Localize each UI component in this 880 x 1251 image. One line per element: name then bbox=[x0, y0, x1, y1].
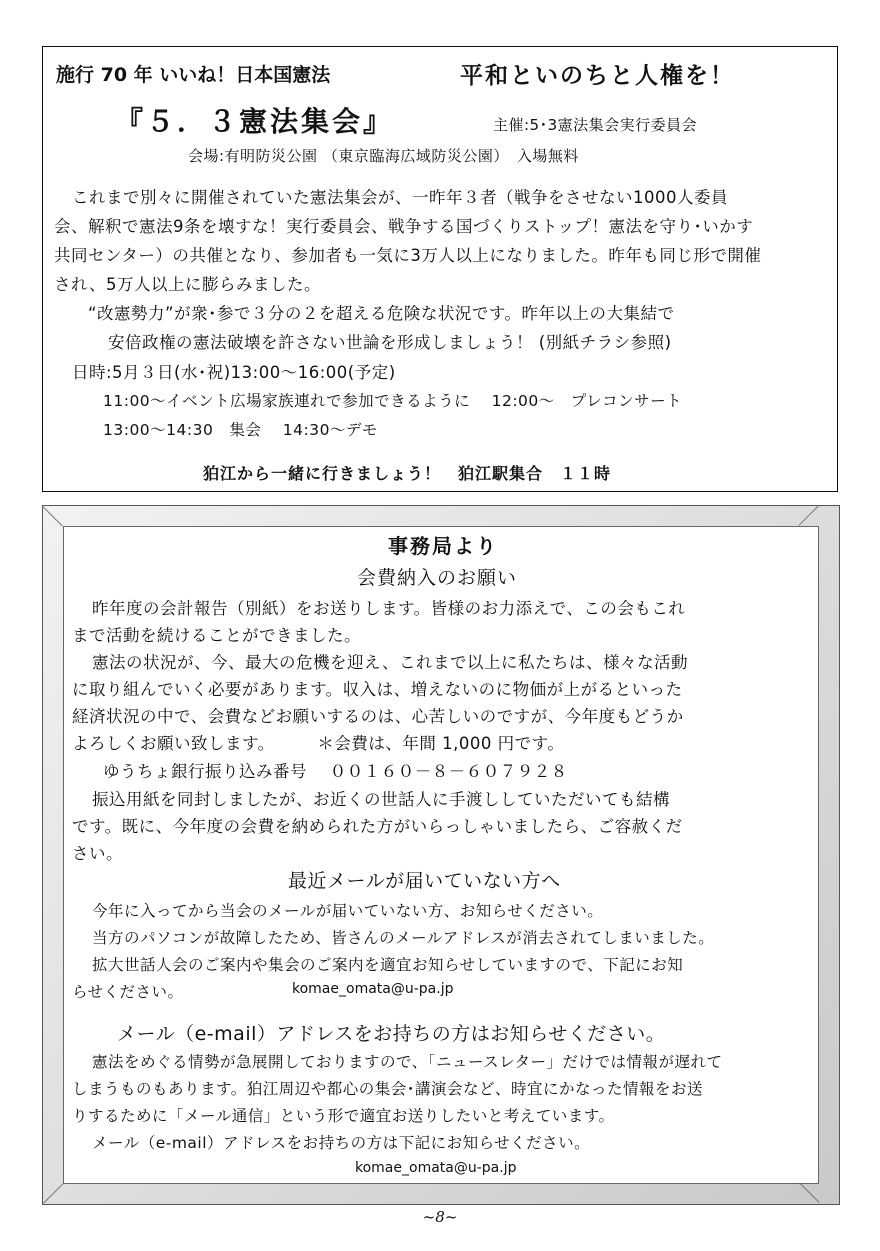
mail-text-line: 当方のパソコンが故障したため、皆さんのメールアドレスが消去されてしまいました。 bbox=[92, 929, 715, 947]
fee-text-line: 経済状況の中で、会費などお願いするのは、心苦しいのですが、今年度もどうか bbox=[72, 707, 684, 726]
email-heading: メール（e-mail）アドレスをお持ちの方はお知らせください。 bbox=[117, 1023, 666, 1045]
mail-text-line: らせください。 bbox=[72, 983, 184, 1001]
mail-text-line: 今年に入ってから当会のメールが届いていない方、お知らせください。 bbox=[92, 902, 604, 920]
contact-email-1[interactable]: komae_omata@u-pa.jp bbox=[292, 981, 454, 997]
email-text-line: 憲法をめぐる情勢が急展開しておりますので、「ニュースレター」だけでは情報が遅れて bbox=[92, 1053, 723, 1071]
fee-heading: 会費納入のお願い bbox=[357, 567, 518, 589]
event-body-line: され、5万人以上に膨らみました。 bbox=[54, 275, 321, 294]
fee-text-line: に取り組んでいく必要があります。収入は、増えないのに物価が上がるといった bbox=[72, 680, 683, 699]
event-body-line: これまで別々に開催されていた憲法集会が、一昨年３者（戦争をさせない1000人委員 bbox=[72, 188, 728, 207]
event-meetup: 狛江から一緒に行きましょう！ 狛江駅集合 １１時 bbox=[203, 464, 612, 483]
postal-transfer-number: ゆうちょ銀行振り込み番号 ００１６０－８－６０７９２８ bbox=[103, 762, 568, 781]
fee-text-line: まで活動を続けることができました。 bbox=[72, 626, 361, 645]
event-datetime: 日時:5月３日(水･祝)13:00～16:00(予定) bbox=[72, 363, 396, 382]
mail-text-line: 拡大世話人会のご案内や集会のご案内を適宜お知らせしていますので、下記にお知 bbox=[92, 956, 684, 974]
event-schedule-1: 11:00～イベント広場家族連れで参加できるように 12:00～ プレコンサート bbox=[103, 392, 683, 410]
fee-text-line: 振込用紙を同封しましたが、お近くの世話人に手渡ししていただいても結構 bbox=[92, 790, 670, 809]
event-name: 『５．３憲法集会』 bbox=[115, 105, 395, 138]
contact-email-2[interactable]: komae_omata@u-pa.jp bbox=[355, 1160, 517, 1176]
event-venue: 会場:有明防災公園 （東京臨海広域防災公園） 入場無料 bbox=[188, 147, 579, 165]
email-text-line: りするために「メール通信」という形で適宜お送りしたいと考えています。 bbox=[72, 1107, 615, 1125]
event-danger-line: “改憲勢力”が衆･参で３分の２を超える危険な状況です。昨年以上の大集結で bbox=[88, 304, 675, 323]
fee-text-line: よろしくお願い致します。 ＊会費は、年間 1,000 円です。 bbox=[72, 734, 565, 753]
fee-text-line: 憲法の状況が、今、最大の危機を迎え、これまで以上に私たちは、様々な活動 bbox=[92, 653, 688, 672]
email-text-line: しまうものもあります。狛江周辺や都心の集会･講演会など、時宜にかなった情報をお送 bbox=[72, 1080, 704, 1098]
office-heading: 事務局より bbox=[388, 534, 498, 558]
frame-bevel-bottom-right bbox=[799, 1182, 820, 1203]
frame-bevel-top-left bbox=[42, 506, 63, 527]
event-body-line: 会、解釈で憲法9条を壊すな！実行委員会、戦争する国づくりストップ！憲法を守り･いかす bbox=[54, 217, 754, 236]
fee-text-line: 昨年度の会計報告（別紙）をお送りします。皆様のお力添えで、この会もこれ bbox=[92, 599, 686, 618]
event-body-line: 共同センター）の共催となり、参加者も一気に3万人以上になりました。昨年も同じ形で開催 bbox=[54, 246, 762, 265]
frame-bevel-top-right bbox=[798, 505, 819, 526]
event-schedule-2: 13:00～14:30 集会 14:30～デモ bbox=[103, 421, 378, 439]
fee-text-line: さい。 bbox=[72, 844, 123, 863]
mail-heading: 最近メールが届いていない方へ bbox=[288, 870, 561, 892]
event-title-right: 平和といのちと人権を！ bbox=[460, 63, 735, 89]
frame-bevel-bottom-left bbox=[43, 1183, 64, 1204]
page-number: ~8~ bbox=[422, 1208, 458, 1226]
event-public-line: 安倍政権の憲法破壊を許さない世論を形成しましょう！ (別紙チラシ参照) bbox=[108, 333, 672, 352]
fee-text-line: です。既に、今年度の会費を納められた方がいらっしゃいましたら、ご容赦くだ bbox=[72, 817, 683, 836]
event-title-left: 施行 70 年 いいね！日本国憲法 bbox=[56, 64, 331, 86]
email-text-line: メール（e-mail）アドレスをお持ちの方は下記にお知らせください。 bbox=[92, 1134, 591, 1152]
event-organizer: 主催:5･3憲法集会実行委員会 bbox=[493, 116, 698, 134]
